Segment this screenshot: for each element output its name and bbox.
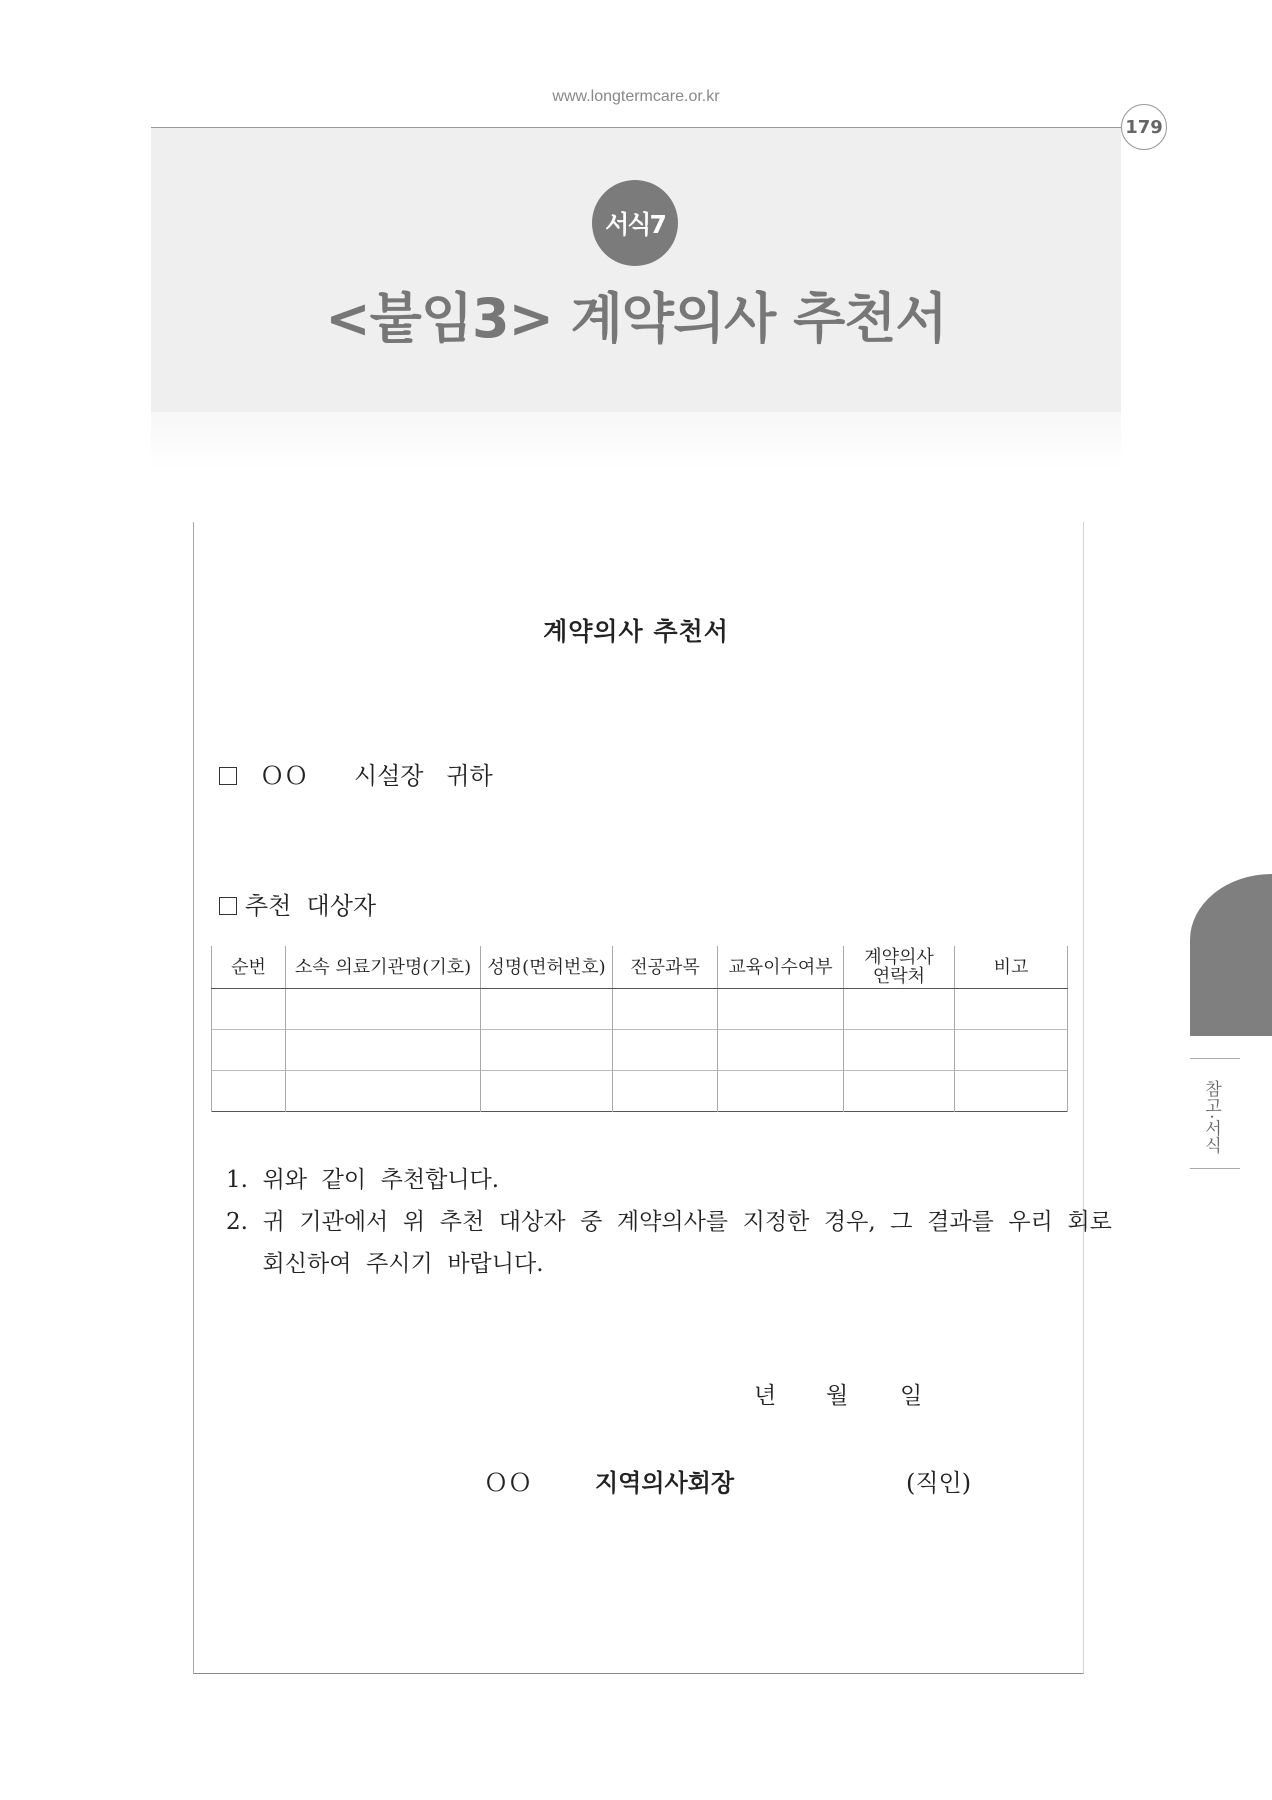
checkbox-icon xyxy=(219,767,237,785)
col-header: 순번 xyxy=(212,946,286,989)
side-section-label: 참고·서식 xyxy=(1201,1080,1221,1154)
table-cell xyxy=(212,1071,286,1112)
recommendation-table xyxy=(211,946,1068,1112)
note-line-3: 회신하여 주시기 바랍니다. xyxy=(226,1251,544,1277)
col-header: 교육이수여부 xyxy=(718,946,844,989)
side-rule xyxy=(1190,1058,1240,1059)
table-cell xyxy=(955,1071,1068,1112)
note-line-2: 2. 귀 기관에서 위 추천 대상자 중 계약의사를 지정한 경우, 그 결과를 우리 회로 xyxy=(226,1209,1112,1235)
table-cell xyxy=(844,1030,955,1071)
side-section-tab xyxy=(1190,874,1272,1036)
table-cell xyxy=(212,989,286,1030)
table-cell xyxy=(286,1071,481,1112)
table-header-row xyxy=(212,946,1068,989)
table-row xyxy=(212,989,1068,1030)
col-header: 비고 xyxy=(955,946,1068,989)
date-day: 일 xyxy=(900,1383,923,1409)
site-url: www.longtermcare.or.kr xyxy=(552,88,720,105)
header-band xyxy=(151,128,1121,412)
col-header: 소속 의료기관명(기호) xyxy=(286,946,481,989)
table-cell xyxy=(481,1071,613,1112)
table-cell xyxy=(286,989,481,1030)
table-cell xyxy=(613,1071,718,1112)
table-cell xyxy=(613,1030,718,1071)
col-header: 전공과목 xyxy=(613,946,718,989)
page-number: 179 xyxy=(1121,104,1167,150)
page-title: <붙임3> 계약의사 추천서 xyxy=(325,287,947,350)
addressee-line xyxy=(204,728,493,791)
table-cell xyxy=(286,1030,481,1071)
table-cell xyxy=(613,989,718,1030)
table-row xyxy=(212,1030,1068,1071)
checkbox-icon xyxy=(219,897,237,915)
header-fade xyxy=(151,412,1121,470)
signature-seal: (직인) xyxy=(906,1469,972,1497)
side-rule xyxy=(1190,1168,1240,1169)
table-cell xyxy=(212,1030,286,1071)
recommend-heading xyxy=(204,858,376,921)
recommend-heading-text: 추천 대상자 xyxy=(244,892,377,920)
form-badge: 서식7 xyxy=(592,180,678,266)
table-cell xyxy=(481,989,613,1030)
addressee-text: 시설장 귀하 xyxy=(353,762,493,790)
col-header xyxy=(844,946,955,989)
table-cell xyxy=(955,1030,1068,1071)
table-row xyxy=(212,1071,1068,1112)
document-title: 계약의사 추천서 xyxy=(543,617,729,646)
note-line-1: 1. 위와 같이 추천합니다. xyxy=(226,1167,500,1193)
table-cell xyxy=(955,989,1068,1030)
table-cell xyxy=(481,1030,613,1071)
table-cell xyxy=(718,1030,844,1071)
table-cell xyxy=(844,1071,955,1112)
table-cell xyxy=(718,1071,844,1112)
signature-association: 지역의사회장 xyxy=(595,1468,735,1497)
signature-placeholder: ＯＯ xyxy=(484,1469,532,1497)
col-header-line: 연락처 xyxy=(872,966,926,987)
table-cell xyxy=(718,989,844,1030)
date-month: 월 xyxy=(826,1383,849,1409)
addressee-placeholder: ＯＯ xyxy=(260,762,309,790)
col-header-line: 계약의사 xyxy=(864,947,934,968)
col-header: 성명(면허번호) xyxy=(481,946,613,989)
date-year: 년 xyxy=(754,1383,777,1409)
table-cell xyxy=(844,989,955,1030)
